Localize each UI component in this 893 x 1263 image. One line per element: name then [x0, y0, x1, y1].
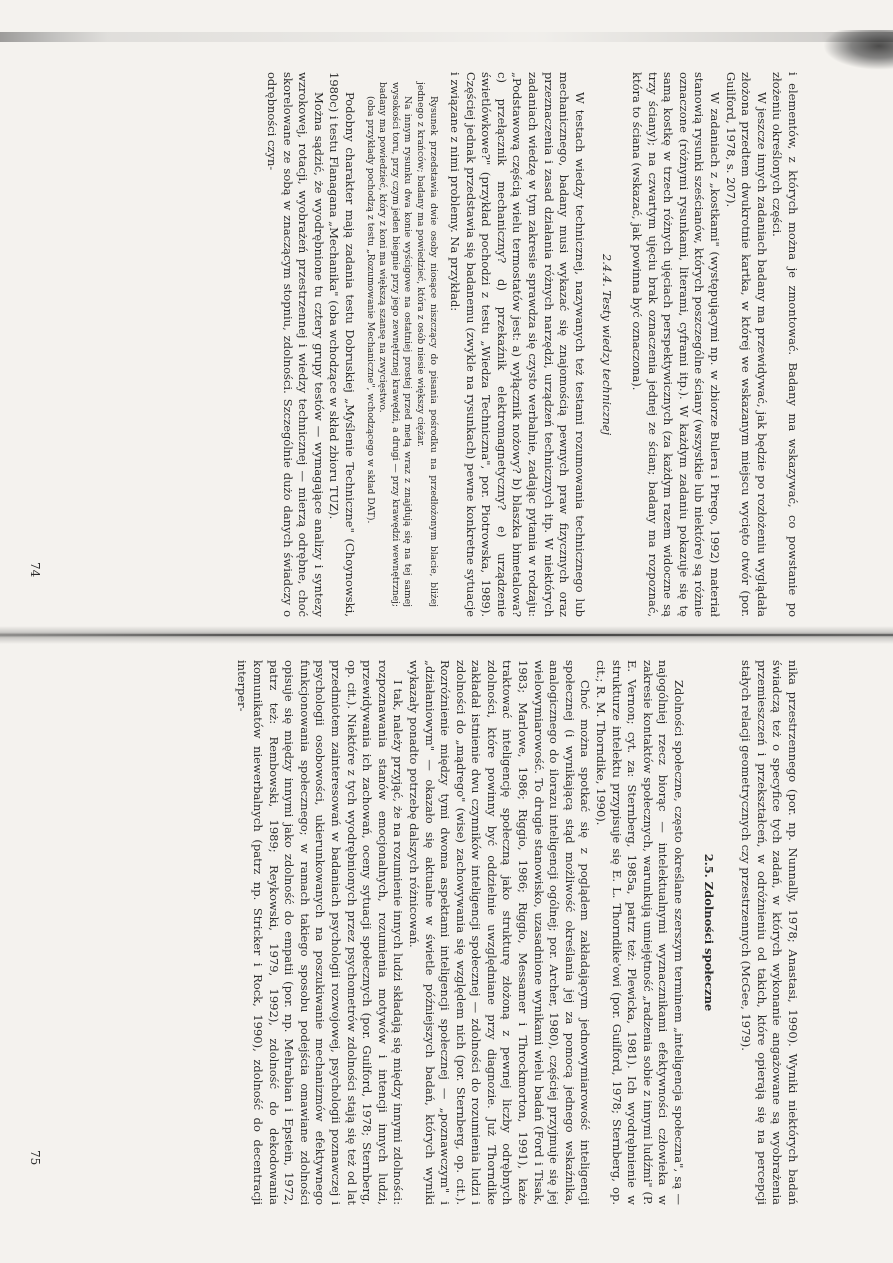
page-74: [0, 60, 893, 620]
paragraph: Można sądzić, że wyodrębnione tu cztery grupy testów — wymagające analizy i syntezy wzrokowej, rotacji, wyobrażeń przestrzennej i wiedzy technicznej — mierzą odrębne, choć skorelowane ze sobą w znaczącym stopniu, zdolności. Szczególnie dużo danych świadczy o odrębności czyn-: [265, 72, 326, 617]
page-number: 75: [28, 1150, 42, 1166]
page-75-text-block: [0, 660, 800, 1205]
page-74-text-block: [0, 72, 800, 617]
paragraph: Podobny charakter mają zadania testu Dobruskiej „Myślenie Techniczne" (Choynowski, 1980c) i testu Flanagana „Mechanika" (oba wchodzące w skład zbioru TUZ).: [327, 72, 357, 617]
page-number: 74: [28, 562, 42, 578]
note-paragraph: (oba przykłady pochodzą z testu „Rozumowanie Mechaniczne", wchodzącego w skład DAT).: [364, 96, 376, 524]
example-note: [357, 72, 447, 617]
note-paragraph: Na innym rysunku dwa konie wyścigowe na ostatniej prostej przed metą wraz z znajdują się na tej samej wysokości toru, przy czym jeden biegnie przy jego zewnętrznej krawędzi, a drugi — przy krawędzi wewnętrznej; badany ma powiedzieć, który z koni ma większą szansę na zwycięstwo.: [377, 82, 414, 607]
paragraph: nika przestrzennego (por. np. Nunnally, 1978; Anastasi, 1990). Wyniki niektórych badań świadczą też o specyfice tych zadań, w których wykonanie angażowane są wyobrażenia przemieszczeń i przekształceń, w odróżnieniu od takich, które opierają się na percepcji stałych relacji geometrycznych czy przestrzennych (McGee, 1979).: [739, 660, 800, 1205]
paragraph: W zadaniach z „kostkami" (występującymi np. w zbiorze Bulera i Pirego, 1992) materiał stanowią rysunki sześcianów, których poszczególne ściany (wszystkie lub niektóre) są różnie oznaczone (różnymi rysunkami, literami, cyframi itp.). W każdym zadaniu pokazuje się tę samą kostkę w trzech różnych ujęciach perspektywicznych (za każdym razem widoczne są trzy ściany); na czwartym ujęciu brak oznaczenia jednej ze ścian; badany ma rozpoznać, która to ściana (wskazać, jak powinna być oznaczona).: [630, 72, 723, 617]
paragraph: I tak, należy przyjąć, że na rozumienie innych ludzi składają się między innymi zdolności: rozpoznawania stanów emocjonalnych, rozumienia motywów i intencji innych ludzi, przewidywania ich zachowań, oceny sytuacji społecznych (por. Guilford, 1978; Sternberg, op. cit.). Niektóre z tych wyodrębnionych przez psychometrów zdolności stają się też od lat przedmiotem zainteresowań w badaniach psychologii rozwojowej, psychologii poznawczej i psychologii osobowości, ukierunkowanych na poszukiwanie mechanizmów efektywnego funkcjonowania społecznego; w ramach takiego sposobu podejścia omawiane zdolności opisuje się między innymi jako zdolność do empatii (por. np. Mehrabian i Epstein, 1972, patrz też: Rembowski, 1989; Reykowski, 1979, 1992), zdolność do dekodowania komunikatów niewerbalnych (patrz np. Stricker i Rock, 1990), zdolność do decentracji interper-: [235, 660, 406, 1205]
paragraph: W testach wiedzy technicznej, nazywanych też testami rozumowania technicznego lub mechanicznego, badany musi wykazać się znajomością pewnych praw fizycznych oraz przeznaczenia i zasad działania różnych narzędzi, urządzeń technicznych itp. W niektórych zadaniach wiedzę w tym zakresie sprawdza się czysto werbalnie, zadając pytania w rodzaju: „Podstawową częścią wielu termostatów jest: a) wyłącznik nożowy? b) blaszka bimetalowa? c) przełącznik mechaniczny? d) przekaźnik elektromagnetyczny? e) urządzenie świetlówkowe?" (przykład pochodzi z testu „Wiedza Techniczna", por. Piotrowska, 1989). Częściej jednak przedstawia się badanemu (zwykle na rysunkach) pewne konkretne sytuacje i związane z nimi problemy. Na przykład:: [448, 72, 587, 617]
paragraph: Zdolności społeczne, często określane szerszym terminem „inteligencja społeczna", są — najogólniej rzecz biorąc — intelektualnymi wyznacznikami efektywności człowieka w zakresie kontaktów społecznych, warunkują umiejętność „radzenia sobie z innymi ludźmi" (P. E. Vernon; cyt. za: Sternberg, 1985a, patrz też: Plewicka, 1981). Ich wyodrębnienie w strukturze intelektu przypisuje się E. L. Thorndike'owi (por. Guilford, 1978; Sternberg, op. cit.; R. M. Thorndike, 1990).: [594, 660, 687, 1205]
paragraph: i elementów, z których można je zmontować. Badany ma wskazywać, co powstanie po złożeniu określonych części.: [770, 72, 800, 617]
page-75: [0, 652, 893, 1212]
paragraph: Choć można spotkać się z poglądem zakładającym jednowymiarowość inteligencji społecznej (i wynikającą stąd możliwość określania jej za pomocą jednego wskaźnika, analogicznego do ilorazu inteligencji ogólnej; por. Archer, 1980), częściej przyjmuje się jej wielowymiarowość. To drugie stanowisko, uzasadnione wynikami wielu badań (Ford i Tisak, 1983; Marlowe, 1986; Riggio, 1986; Riggio, Messamer i Throckmorton, 1991), każe traktować inteligencję społeczną jako strukturę złożoną z pewnej liczby odrębnych zdolności, które powinny być oddzielnie uwzględniane przy diagnozie. Już Thorndike zakładał istnienie dwu czynników inteligencji społecznej — zdolności do rozumienia ludzi i zdolności do „mądrego" (wise) zachowywania się względem nich (por. Sternberg, op. cit.). Rozróżnienie między tymi dwoma aspektami inteligencji społecznej — „poznawczym" i „działaniowym" — okazało się aktualne w świetle późniejszych badań, których wyniki wykazały ponadto potrzebę dalszych różnicowań.: [406, 660, 593, 1205]
note-paragraph: Rysunek przedstawia dwie osoby niosące niszczący do pisania pośrodku na przedłożonym blacie, bliżej jednego z krańców; badany ma powiedzieć, która z osób niesie większy ciężar.: [414, 82, 439, 607]
scan-shadow-top: [0, 32, 893, 42]
book-spine-line: [0, 634, 893, 636]
paragraph: W jeszcze innych zadaniach badany ma przewidywać, jak będzie po rozłożeniu wyglądała złożona przedtem dwukrotnie kartka, w której we wskazanym miejscu wycięto otwór (por. Guilford, 1978, s. 207).: [723, 72, 769, 617]
section-heading: 2.5. Zdolności społeczne: [701, 853, 716, 1012]
section-heading: 2.4.4. Testy wiedzy technicznej: [600, 253, 615, 436]
